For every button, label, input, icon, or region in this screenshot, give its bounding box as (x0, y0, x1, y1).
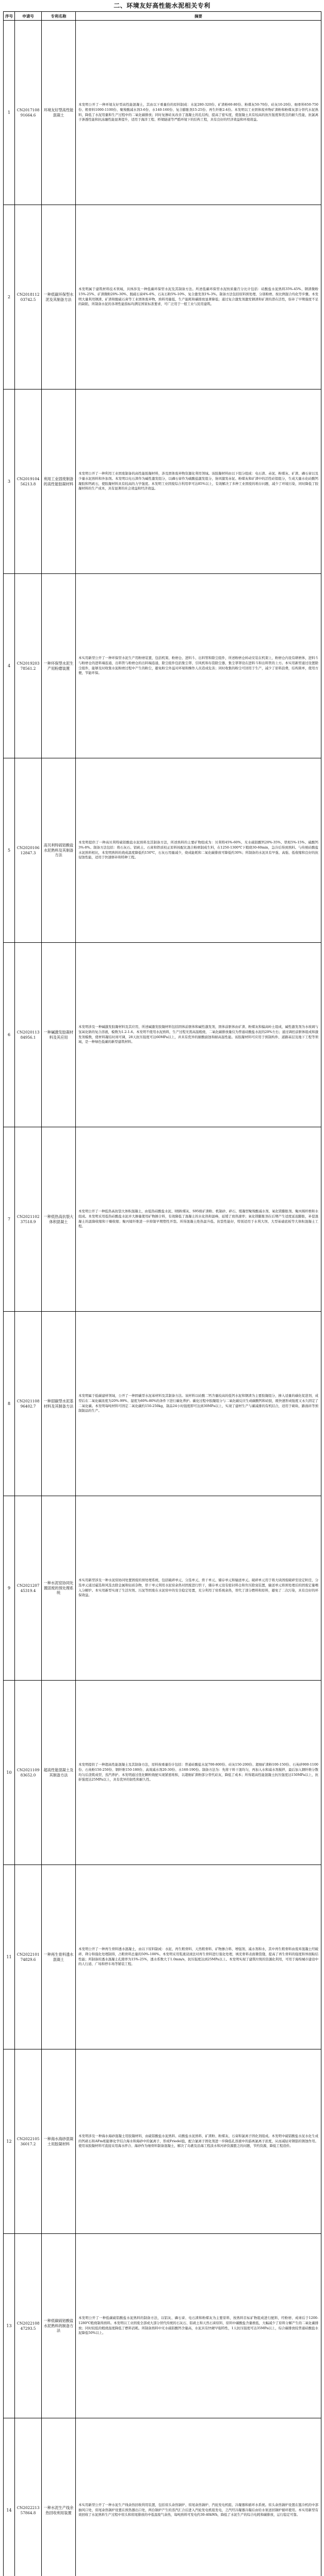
application-number-text: CN201811203742.5 (17, 292, 40, 302)
patent-abstract (76, 21, 321, 205)
table-row (4, 574, 321, 758)
patent-name (42, 1496, 76, 1681)
row-number (4, 205, 15, 389)
patent-name-text: 一种水泥窑协同处置固废的预处理系统 (43, 1580, 74, 1596)
row-number-text: 5 (7, 848, 11, 853)
row-number-text: 8 (7, 1401, 11, 1406)
patent-abstract-text: 本实用新型涉及一种水泥窑协同处置固废的预处理系统，包括破碎单元、分选单元、烘干单元、储存单元和输送单元。破碎单元用于将大块固废破碎至设定粒径，分选单元通过磁选和风选去除金属和轻质杂物，烘干单元利用水泥窑余热对固废进行烘干，储存单元设有密封料仓和负压除臭装置，输送单元将预处理后的固废定量喂入分解炉。本实用新型实现了生活垃圾、污泥等固废在水泥窑中的安全稳定处置，充分利用了窑系统余热，替代了部分燃料和原料，避免了二次污染，具有良好的环保效益。 (78, 1578, 318, 1598)
table-row (4, 21, 321, 205)
application-number (15, 1496, 42, 1681)
patent-name (42, 2049, 76, 2234)
patent-abstract (76, 943, 321, 1127)
table-row (4, 1681, 321, 1865)
patent-abstract-text: 本发明涉及一种碱激发胶凝材料及其应用，所述碱激发胶凝材料包括固体前驱体和碱性激发剂，固体前驱体由矿渣、粉煤灰和偏高岭土组成，碱性激发剂为水玻璃与氢氧化钠的复合溶液，模数为1.2-1.6。本发明不使用水泥熟料，生产过程无需高温煅烧，二氧化碳排放量仅为普通硅酸盐水泥的20%左右；通过调控前驱体组成和激发剂模数，使材料凝结时间可调，28天抗压强度可达60MPa以上，并具有优异的耐酸腐蚀和耐高温性能。该胶凝材料可应用于预制构件、道路基层及地下工程等领域，是一种绿色低碳的新型建筑材料。 (78, 1025, 318, 1044)
patent-name-text: 超高性能混凝土及其制备方法 (43, 1767, 74, 1777)
patent-abstract-text: 本发明公开了一种低热高抗裂大体积混凝土，由低热硅酸盐水泥、Ⅰ级粉煤灰、S95级矿渣粉、机制砂、碎石、缓凝型聚羧酸减水剂、氧化镁膨胀剂、聚丙烯纤维和水组成。本发明采用低热硅酸盐水泥并大掺量使用矿物掺合料，有效降低了混凝土的水化热和温峰，延缓了放热速率；氧化镁膨胀剂在后期产生适度延迟膨胀，补偿混凝土的温降收缩和干燥收缩；聚丙烯纤维进一步抑制早期塑性开裂。所得混凝土绝热温升低、抗裂性能好，特别适用于水利大坝、大型基础底板等大体积混凝土工程。 (78, 1209, 318, 1229)
application-number-text: CN202110237518.9 (17, 1214, 40, 1224)
row-number (4, 943, 15, 1127)
patent-name-text: 利用工业固废制备的高性能胶凝材料 (43, 476, 74, 486)
application-number-text: CN202010612847.3 (17, 845, 40, 855)
table-row (4, 2049, 321, 2234)
patent-abstract-text: 本发明涉及一种海水海砂混凝土用胶凝材料，由硫铝酸盐水泥熟料、硅酸盐水泥熟料、矿渣粉、粉煤灰、石膏和氯离子固化剂组成。本发明中硫铝酸盐水泥水化生成的钙矾石和AFm相能够化学结合海水和海砂中的氯离子，形成Friedel盐，配合氯离子固化剂进一步降低孔溶液中的游离氯离子浓度，从而减轻对钢筋的锈蚀作用。使用该胶凝材料可直接采用海水拌合、海砂作为细骨料制备混凝土，解决了岛礁及沿海工程淡水和河砂资源匮乏的问题，节约资源，降低工程造价。 (78, 2133, 318, 2148)
patent-name (42, 2418, 76, 2576)
patent-abstract (76, 574, 321, 758)
table-row (4, 1496, 321, 1681)
row-number-text: 14 (6, 2508, 12, 2513)
table-row (4, 1127, 321, 1312)
patent-abstract (76, 1865, 321, 2049)
patent-abstract-text: 本发明提供了一种超高性能混凝土及其制备方法，原料按重量份计包括：普通硅酸盐水泥700-800份、硅灰150-200份、超细矿渣粉100-150份、石英砂900-1100份、石英粉150-250份、钢纤维150-180份、高效减水剂20-30份、水160-190份。制备方法为：先将干料干混均匀，再加入水和减水剂搅拌，最后加入钢纤维分散均匀后浇筑成型，蒸汽养护。本发明通过优化颗粒级配实现紧密堆积，以超细矿渣粉部分替代硅灰，降低了成本；所得超高性能混凝土抗压强度达150MPa以上，抗折强度达25MPa以上，具有优异的韧性和耐久性。 (78, 1762, 318, 1782)
patent-name-text: 一种低热高抗裂大体积混凝土 (43, 1214, 74, 1224)
patent-abstract (76, 1681, 321, 1865)
row-number (4, 1127, 15, 1312)
application-number-text: CN202210536017.2 (17, 2137, 40, 2146)
patent-abstract (76, 2234, 321, 2418)
row-number (4, 2418, 15, 2576)
application-number-text: CN202210847293.5 (17, 2321, 40, 2331)
row-number-text: 9 (7, 1586, 11, 1590)
table-row (4, 2234, 321, 2418)
table-row (4, 205, 321, 389)
patent-abstract-text: 本发明属于建筑材料技术领域，具体涉及一种低碳环保型水泥及其制备方法。所述低碳环保型水泥按质量百分比计包括：硅酸盐水泥熟料35%-45%、钢渣微粉15%-25%、矿渣微粉20%-30%、脱硫石膏4%-6%、石灰石粉5%-10%、复合激发剂1%-3%。制备方法包括原料预处理、分别粉磨、按比例混合均化等步骤。本发明大量利用钢渣、矿渣和脱硫石膏等工业固体废弃物，熟料用量低，生产能耗和碳排放显著降低；通过复合激发剂激发钢渣和矿渣的潜在活性，弥补了早期强度不足的缺陷，所制备水泥的各项性能指标均满足国家标准要求，可广泛用于一般工业与民用建筑。 (78, 287, 318, 307)
patent-name-text: 一种再生骨料透水混凝土 (43, 1952, 74, 1962)
patent-name (42, 389, 76, 574)
application-number (15, 943, 42, 1127)
row-number (4, 1312, 15, 1496)
application-number-text: CN202110983652.0 (17, 1768, 40, 1777)
patent-abstract (76, 389, 321, 574)
application-number (15, 2049, 42, 2234)
patent-name-text: 一种碱激发胶凝材料及其应用 (43, 1029, 74, 1040)
patent-abstract-text: 本发明公开了一种环境友好型高性能混凝土，其由以下重量份的原料制成：水泥280-320份、矿渣粉60-80份、粉煤灰50-70份、硅灰10-20份、细骨料650-750份、粗骨料1000-1100份、聚羧酸减水剂3-6份、水140-160份、复合膨胀剂15-25份、再生纤维2-4份。本发明以工业固体废弃物矿渣粉和粉煤灰部分替代水泥熟料，降低了水泥用量和生产过程中的二氧化碳排放；同时复掺硅灰改善了混凝土的孔结构，提高了密实度，使混凝土具有较高的抗压强度和优良的耐久性能，抗氯离子渗透性能和抗冻融性能显著提升，适用于海洋工程、桥梁隧道等严酷环境下的结构工程，具有良好的经济效益和环境效益。 (78, 103, 318, 122)
application-number (15, 2418, 42, 2576)
table-row (4, 389, 321, 574)
application-number-text: CN202011384956.1 (17, 1030, 40, 1040)
application-number-text: CN201920378561.2 (17, 661, 40, 671)
header-no: 序号 (4, 12, 15, 21)
patent-name (42, 758, 76, 943)
row-number-text: 10 (6, 1770, 12, 1775)
application-number (15, 1127, 42, 1312)
row-number (4, 574, 15, 758)
patent-name (42, 205, 76, 389)
row-number (4, 21, 15, 205)
patent-name-text: 一种水泥生产线余热回收利用装置 (43, 2505, 74, 2515)
application-number (15, 1681, 42, 1865)
row-number (4, 758, 15, 943)
patent-abstract (76, 1496, 321, 1681)
row-number (4, 1681, 15, 1865)
row-number (4, 389, 15, 574)
patent-name (42, 574, 76, 758)
table-row (4, 2418, 321, 2576)
table-row (4, 1312, 321, 1496)
document-title: 二、环境友好高性能水泥相关专利 (114, 2, 210, 9)
row-number-text: 6 (7, 1032, 11, 1037)
patent-name (42, 1865, 76, 2049)
patent-abstract (76, 1127, 321, 1312)
patent-name-text: 一种固碳型水泥基材料及其制备方法 (43, 1398, 74, 1409)
patent-abstract-text: 本发明公开了一种利用工业固废制备的高性能胶凝材料，涉及固体废弃物资源化利用领域。该胶凝材料由以下组分组成：电石渣、赤泥、粉煤灰、矿渣、磷石膏以及少量水泥熟料和外加剂。本发明以电石渣作为碱性激发组分，以磷石膏作为硫酸盐激发组分，协同激发赤泥、粉煤灰和矿渣中的活性硅铝组分，生成大量水化硅酸钙凝胶和钙矾石，使胶凝材料具有较高的力学强度。本发明工业固废综合利用率可达85%以上，有效解决了多种工业固废的堆存问题，减少了环境污染，同时降低了胶凝材料的生产成本，具有显著的社会效益和经济效益。 (78, 471, 318, 491)
patent-name-text: 高贝利特硫铝酸盐水泥熟料及其制备方法 (43, 842, 74, 858)
header-app-no: 申请号 (15, 12, 42, 21)
patent-name (42, 1127, 76, 1312)
application-number (15, 758, 42, 943)
patent-name (42, 1312, 76, 1496)
application-number-text: CN202120745319.4 (17, 1583, 40, 1593)
patent-abstract (76, 1312, 321, 1496)
application-number (15, 1312, 42, 1496)
row-number (4, 1496, 15, 1681)
row-number-text: 12 (6, 2139, 12, 2144)
patent-abstract-text: 本发明公开了一种低碳硫铝酸盐水泥熟料的制备方法，以铝灰、磷石膏、电石渣和粉煤灰为主要原料，按熟料目标矿物组成进行配料，经粉磨、成球后于1200-1280℃煅烧制得熟料。本发明以工业固废全部或大部分替代传统的石灰石、铝矾土和天然石膏原料，原料中碳酸盐含量极低，大幅减少了原料分解产生的二氧化碳排放；同时较低的煅烧温度降低了燃料消耗。所制备熟料中无水硫铝酸钙含量高，水泥具有快硬早强特性，1天抗压强度可达35MPa以上，综合碳排放较普通硅酸盐水泥降低50%以上。 (78, 2316, 318, 2335)
patent-name-text: 环境友好型高性能混凝土 (43, 107, 74, 117)
row-number-text: 3 (7, 479, 11, 484)
patent-name-text: 一种低碳硫铝酸盐水泥熟料的制备方法 (43, 2318, 74, 2333)
patent-name-text: 一种低碳环保型水泥及其制备方法 (43, 292, 74, 302)
patent-name (42, 1681, 76, 1865)
row-number (4, 1865, 15, 2049)
application-number-text: CN201710891664.6 (17, 108, 40, 117)
header-abstract: 摘要 (76, 12, 321, 21)
row-number-text: 7 (7, 1217, 11, 1222)
row-number-text: 1 (7, 110, 11, 115)
application-number (15, 2234, 42, 2418)
row-number (4, 2234, 15, 2418)
document-page (3, 0, 321, 2576)
header-row (4, 12, 321, 21)
application-number (15, 21, 42, 205)
application-number (15, 205, 42, 389)
application-number (15, 574, 42, 758)
patent-table (3, 11, 321, 2576)
table-row (4, 758, 321, 943)
patent-name-text: 一种环保型水泥生产用粉磨装置 (43, 660, 74, 671)
application-number-text: CN202221357864.8 (17, 2505, 40, 2515)
row-number (4, 2049, 15, 2234)
row-number-text: 2 (7, 295, 11, 299)
application-number-text: CN202110896402.7 (17, 1399, 40, 1409)
patent-abstract-text: 本发明公开了一种再生骨料透水混凝土，由以下原料制成：水泥、再生粗骨料、天然粗骨料、矿物掺合料、增强剂、减水剂和水，其中再生粗骨料由废弃混凝土经破碎、筛分和强化处理制得，占粗骨料总量的50%-100%。本发明采用浆液浸渍法对再生骨料进行强化处理，填充骨料表面微裂缝，提高了再生骨料的强度和界面粘结性能；所制备的透水混凝土孔隙率为15%-25%，透水系数大于1.0mm/s，抗压强度达到25MPa以上。本发明实现了建筑垃圾的资源化利用，可用于海绵城市建设中的人行道、广场和停车场等铺装工程。 (78, 1947, 318, 1967)
patent-abstract-text: 本发明属于低碳建材领域，公开了一种固碳型水泥基材料及其制备方法。该材料以硅酸二钙含量较高的低钙水泥和钢渣为主要胶凝组分，掺入适量的碳化促进剂，成型后在二氧化碳浓度为20%-99%、湿度为60%-80%的条件下进行碳化养护。碳化过程中胶凝组分与二氧化碳反应生成碳酸钙和硅胶，既快速形成强度又永久固定了二氧化碳。本发明每吨材料可固定二氧化碳约150-250kg，制品24小时强度即可达到30MPa以上，实现了建材生产与碳减排的有机结合，适用于砌块、路面砖等预制制品的生产。 (78, 1394, 318, 1413)
patent-abstract (76, 2049, 321, 2234)
table-row (4, 1865, 321, 2049)
patent-name (42, 943, 76, 1127)
patent-name-text: 一种海水海砂混凝土用胶凝材料 (43, 2136, 74, 2146)
patent-abstract-text: 本实用新型公开了一种水泥生产线余热回收利用装置，包括窑头余热锅炉、窑尾余热锅炉、汽轮发电机组、冷凝器和循环水系统。窑头余热锅炉设置在篦冷机的中部抽风口处，窑尾余热锅炉设置在预热器出口处，两台锅炉产生的蒸汽汇合后进入汽轮发电机组发电，乏汽经冷凝器冷凝后由给水泵送回锅炉循环使用。本实用新型有效回收了水泥熟料生产过程中窑头和窑尾排放的中低温废气余热，每吨熟料可发电约30-40kWh，降低了水泥生产的综合电耗和碳排放，运行稳定可靠。 (78, 2502, 318, 2517)
row-number-text: 13 (6, 2324, 12, 2328)
patent-abstract-text: 本发明提供了一种高贝利特硫铝酸盐水泥熟料及其制备方法，所述熟料的主要矿物组成为：贝利特45%-60%、无水硫铝酸钙20%-35%、铁相5%-15%、硫酸钙3%-8%。制备方法包括：将石灰石、铝矾土、石膏和铁质校正原料按配比混合粉磨制成生料，在1250-1300℃下煅烧30-60min，急冷后得到熟料。与传统硅酸盐水泥熟料相比，本发明熟料的烧成温度降低约150℃，石灰石用量减少，烧成能耗和二氧化碳排放可降低约30%；所制备的水泥具有早强、高强、低收缩和良好的抗侵蚀性能，适用于快速修补和特种工程。 (78, 840, 318, 860)
header-name: 专利名称 (42, 12, 76, 21)
row-number-text: 4 (7, 664, 11, 668)
patent-abstract (76, 758, 321, 943)
patent-name (42, 21, 76, 205)
table-row (4, 943, 321, 1127)
patent-abstract (76, 205, 321, 389)
row-number-text: 11 (6, 1955, 12, 1959)
application-number-text: CN201910456213.8 (17, 477, 40, 486)
patent-abstract (76, 2418, 321, 2576)
application-number-text: CN202210174829.6 (17, 1952, 40, 1962)
patent-abstract-text: 本实用新型公开了一种环保型水泥生产用粉磨装置，包括机架、粉磨仓、进料斗、出料管和除尘组件，所述粉磨仓转动安装在机架上，粉磨仓内设有研磨体，进料斗与粉磨仓的进料端连通，出料管与粉磨仓的出料端连通，除尘组件包括集尘罩、引风机和布袋除尘器，集尘罩罩设在进料斗和出料管的上方。本实用新型通过设置除尘组件，能够及时收集水泥粉磨过程中产生的粉尘，避免粉尘外溢对环境和操作人员造成危害；同时收集的粉尘可回用于生产，减少了原料浪费，结构简单，使用方便，节能环保。 (78, 656, 318, 675)
application-number (15, 389, 42, 574)
application-number (15, 1865, 42, 2049)
patent-name (42, 2234, 76, 2418)
